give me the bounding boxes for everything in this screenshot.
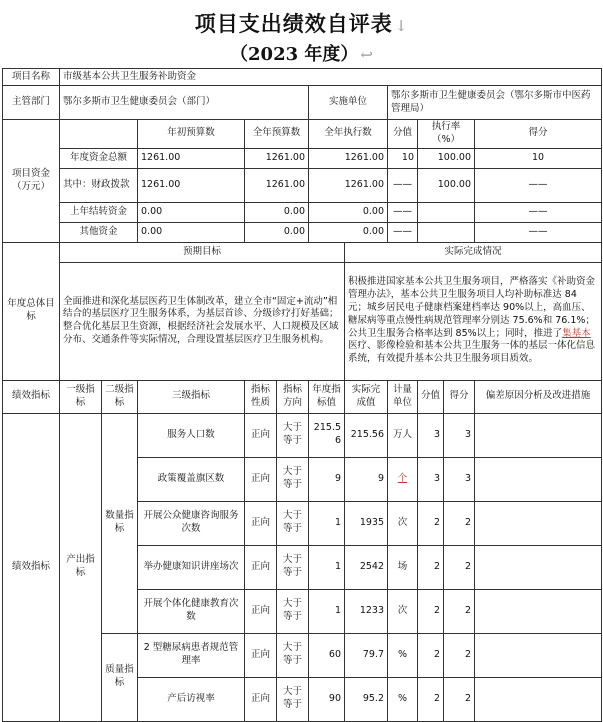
return-mark: ↩ bbox=[360, 46, 373, 64]
header-unit: 计量单位 bbox=[388, 380, 418, 413]
funds-row-score: —— bbox=[475, 168, 602, 202]
indicator-unit: 场 bbox=[388, 545, 418, 589]
funds-row-rate bbox=[418, 202, 475, 222]
indicator-weight: 3 bbox=[418, 457, 444, 501]
funds-row-executed: 1261.00 bbox=[309, 168, 388, 202]
funds-row-initial: 1261.00 bbox=[138, 148, 245, 168]
implementing-unit-value: 鄂尔多斯市卫生健康委员会（鄂尔多斯市中医药管理局） bbox=[388, 86, 602, 120]
implementing-unit-label: 实施单位 bbox=[309, 86, 388, 120]
title-text: 项目支出绩效自评表 bbox=[194, 11, 393, 36]
indicator-name: 政策覆盖旗区数 bbox=[138, 457, 245, 501]
indicator-target: 1 bbox=[309, 501, 345, 545]
indicator-unit: % bbox=[388, 633, 418, 677]
indicator-name: 2 型糖尿病患者规范管理率 bbox=[138, 633, 245, 677]
indicator-direction: 大于等于 bbox=[277, 677, 309, 721]
level2-quantity: 数量指标 bbox=[102, 413, 138, 633]
header-score: 得分 bbox=[444, 380, 475, 413]
department-row bbox=[3, 86, 602, 120]
indicator-name: 开展公众健康咨询服务次数 bbox=[138, 501, 245, 545]
indicator-score: 2 bbox=[444, 545, 475, 589]
indicator-target: 1 bbox=[309, 589, 345, 633]
header-actual: 实际完成值 bbox=[345, 380, 388, 413]
annual-goal-label: 年度总体目标 bbox=[3, 242, 60, 380]
indicator-deviation bbox=[475, 501, 602, 545]
indicator-nature: 正向 bbox=[245, 545, 277, 589]
indicator-weight: 2 bbox=[418, 501, 444, 545]
funds-label: 项目资金（万元） bbox=[3, 120, 60, 243]
actual-text-part1: 积极推进国家基本公共卫生服务项目，严格落实《补助资金管理办法》，基本公共卫生服务项目人均补助标准达 84 元；城乡居民电子健康档案建档率达 90%以上，高血压、糖尿病等重点慢性病规范管理率分别达 75.6%和 76.1%；公共卫生服务合格率达到 85%以上；同时，推进了 bbox=[348, 276, 596, 339]
level1-output: 产出指标 bbox=[60, 413, 102, 721]
funds-row-weight: —— bbox=[388, 202, 418, 222]
funds-header-row bbox=[3, 120, 602, 149]
indicator-deviation bbox=[475, 633, 602, 677]
indicator-deviation bbox=[475, 545, 602, 589]
indicator-deviation bbox=[475, 413, 602, 457]
funds-header-annual: 全年预算数 bbox=[245, 120, 309, 149]
funds-row-executed: 0.00 bbox=[309, 202, 388, 222]
indicator-name: 开展个体化健康教育次数 bbox=[138, 589, 245, 633]
funds-header-rate: 执行率（%） bbox=[418, 120, 475, 149]
indicator-actual: 215.56 bbox=[345, 413, 388, 457]
indicator-weight: 2 bbox=[418, 677, 444, 721]
funds-row-executed: 0.00 bbox=[309, 222, 388, 242]
indicator-score: 3 bbox=[444, 457, 475, 501]
indicator-weight: 2 bbox=[418, 633, 444, 677]
funds-header-blank bbox=[60, 120, 138, 149]
indicator-direction: 大于等于 bbox=[277, 589, 309, 633]
indicator-unit: 次 bbox=[388, 589, 418, 633]
indicator-weight: 2 bbox=[418, 545, 444, 589]
indicator-target: 9 bbox=[309, 457, 345, 501]
year-subtitle bbox=[0, 40, 603, 66]
header-deviation: 偏差原因分析及改进措施 bbox=[475, 380, 602, 413]
indicator-actual: 2542 bbox=[345, 545, 388, 589]
indicator-target: 90 bbox=[309, 677, 345, 721]
funds-row bbox=[3, 148, 602, 168]
header-target: 年度指标值 bbox=[309, 380, 345, 413]
funds-row-executed: 1261.00 bbox=[309, 148, 388, 168]
funds-row-score: —— bbox=[475, 222, 602, 242]
funds-row-initial: 1261.00 bbox=[138, 168, 245, 202]
indicator-unit: 万人 bbox=[388, 413, 418, 457]
indicator-direction: 大于等于 bbox=[277, 501, 309, 545]
funds-row-rate: 100.00 bbox=[418, 148, 475, 168]
funds-row-weight: 10 bbox=[388, 148, 418, 168]
indicator-score: 3 bbox=[444, 413, 475, 457]
funds-row-rate: 100.00 bbox=[418, 168, 475, 202]
indicators-section-label: 绩效指标 bbox=[3, 380, 60, 413]
indicator-actual: 79.7 bbox=[345, 633, 388, 677]
funds-row bbox=[3, 168, 602, 202]
indicator-deviation bbox=[475, 677, 602, 721]
indicator-row bbox=[3, 413, 602, 457]
indicator-target: 60 bbox=[309, 633, 345, 677]
goals-content-row bbox=[3, 262, 602, 380]
indicator-weight: 3 bbox=[418, 413, 444, 457]
indicator-score: 2 bbox=[444, 633, 475, 677]
indicator-target: 1 bbox=[309, 545, 345, 589]
evaluation-table bbox=[2, 68, 602, 722]
funds-row-annual: 0.00 bbox=[245, 202, 309, 222]
flagged-text: 集基本 bbox=[562, 327, 591, 339]
flagged-unit: 个 bbox=[397, 472, 408, 484]
funds-row-initial: 0.00 bbox=[138, 222, 245, 242]
header-level3: 三级指标 bbox=[138, 380, 245, 413]
funds-row-name: 其中：财政拨款 bbox=[60, 168, 138, 202]
page-title bbox=[0, 8, 603, 38]
indicator-nature: 正向 bbox=[245, 633, 277, 677]
indicator-name: 举办健康知识讲座场次 bbox=[138, 545, 245, 589]
header-weight: 分值 bbox=[418, 380, 444, 413]
indicator-nature: 正向 bbox=[245, 413, 277, 457]
funds-row bbox=[3, 222, 602, 242]
funds-row bbox=[3, 202, 602, 222]
funds-row-annual: 1261.00 bbox=[245, 148, 309, 168]
indicator-direction: 大于等于 bbox=[277, 545, 309, 589]
expected-goal-header: 预期目标 bbox=[60, 242, 345, 262]
goals-header-row bbox=[3, 242, 602, 262]
indicator-weight: 2 bbox=[418, 589, 444, 633]
actual-completion-text bbox=[345, 262, 602, 380]
indicators-header-row bbox=[3, 380, 602, 413]
indicator-nature: 正向 bbox=[245, 677, 277, 721]
indicator-actual: 1935 bbox=[345, 501, 388, 545]
indicator-nature: 正向 bbox=[245, 589, 277, 633]
indicators-side-label: 绩效指标 bbox=[3, 413, 60, 721]
indicator-direction: 大于等于 bbox=[277, 457, 309, 501]
indicator-nature: 正向 bbox=[245, 457, 277, 501]
expected-goal-text: 全面推进和深化基层医药卫生体制改革，建立全市“固定+流动”相结合的基层医疗卫生服务体系，为基层首诊、分级诊疗打好基础；整合优化基层卫生资源，根据经济社会发展水平、人口规模及区域分布、交通条件等实际情况，合理设置基层医疗卫生服务机构。 bbox=[60, 262, 345, 380]
funds-header-initial: 年初预算数 bbox=[138, 120, 245, 149]
indicator-name: 产后访视率 bbox=[138, 677, 245, 721]
indicator-unit: % bbox=[388, 677, 418, 721]
paragraph-mark: ↓ bbox=[394, 17, 409, 35]
funds-row-annual: 0.00 bbox=[245, 222, 309, 242]
year-text: （2023 年度） bbox=[230, 44, 359, 65]
indicator-deviation bbox=[475, 589, 602, 633]
indicator-direction: 大于等于 bbox=[277, 633, 309, 677]
actual-completion-header: 实际完成情况 bbox=[345, 242, 602, 262]
indicator-actual: 1233 bbox=[345, 589, 388, 633]
level2-quality: 质量指标 bbox=[102, 633, 138, 721]
funds-row-score: 10 bbox=[475, 148, 602, 168]
funds-row-annual: 1261.00 bbox=[245, 168, 309, 202]
project-name-row bbox=[3, 69, 602, 86]
funds-row-initial: 0.00 bbox=[138, 202, 245, 222]
header-direction: 指标方向 bbox=[277, 380, 309, 413]
funds-header-weight: 分值 bbox=[388, 120, 418, 149]
header-nature: 指标性质 bbox=[245, 380, 277, 413]
department-value: 鄂尔多斯市卫生健康委员会（部门） bbox=[60, 86, 309, 120]
funds-row-score: —— bbox=[475, 202, 602, 222]
project-name-value: 市级基本公共卫生服务补助资金 bbox=[60, 69, 602, 86]
funds-row-rate bbox=[418, 222, 475, 242]
indicator-nature: 正向 bbox=[245, 501, 277, 545]
actual-text-part2: 医疗、影像检验和基本公共卫生服务一体的基层一体化信息系统，有效提升基本公共卫生服务项目质效。 bbox=[348, 340, 596, 365]
indicator-score: 2 bbox=[444, 501, 475, 545]
indicator-score: 2 bbox=[444, 677, 475, 721]
indicator-score: 2 bbox=[444, 589, 475, 633]
indicator-direction: 大于等于 bbox=[277, 413, 309, 457]
funds-row-weight: —— bbox=[388, 222, 418, 242]
funds-row-name: 其他资金 bbox=[60, 222, 138, 242]
header-level1: 一级指标 bbox=[60, 380, 102, 413]
department-label: 主管部门 bbox=[3, 86, 60, 120]
funds-row-name: 上年结转资金 bbox=[60, 202, 138, 222]
indicator-name: 服务人口数 bbox=[138, 413, 245, 457]
funds-header-executed: 全年执行数 bbox=[309, 120, 388, 149]
indicator-target: 215.56 bbox=[309, 413, 345, 457]
indicator-unit bbox=[388, 457, 418, 501]
indicator-actual: 9 bbox=[345, 457, 388, 501]
indicator-deviation bbox=[475, 457, 602, 501]
funds-header-score: 得分 bbox=[475, 120, 602, 149]
indicator-actual: 95.2 bbox=[345, 677, 388, 721]
header-level2: 二级指标 bbox=[102, 380, 138, 413]
indicator-unit: 次 bbox=[388, 501, 418, 545]
funds-row-name: 年度资金总额 bbox=[60, 148, 138, 168]
funds-row-weight: —— bbox=[388, 168, 418, 202]
project-name-label: 项目名称 bbox=[3, 69, 60, 86]
